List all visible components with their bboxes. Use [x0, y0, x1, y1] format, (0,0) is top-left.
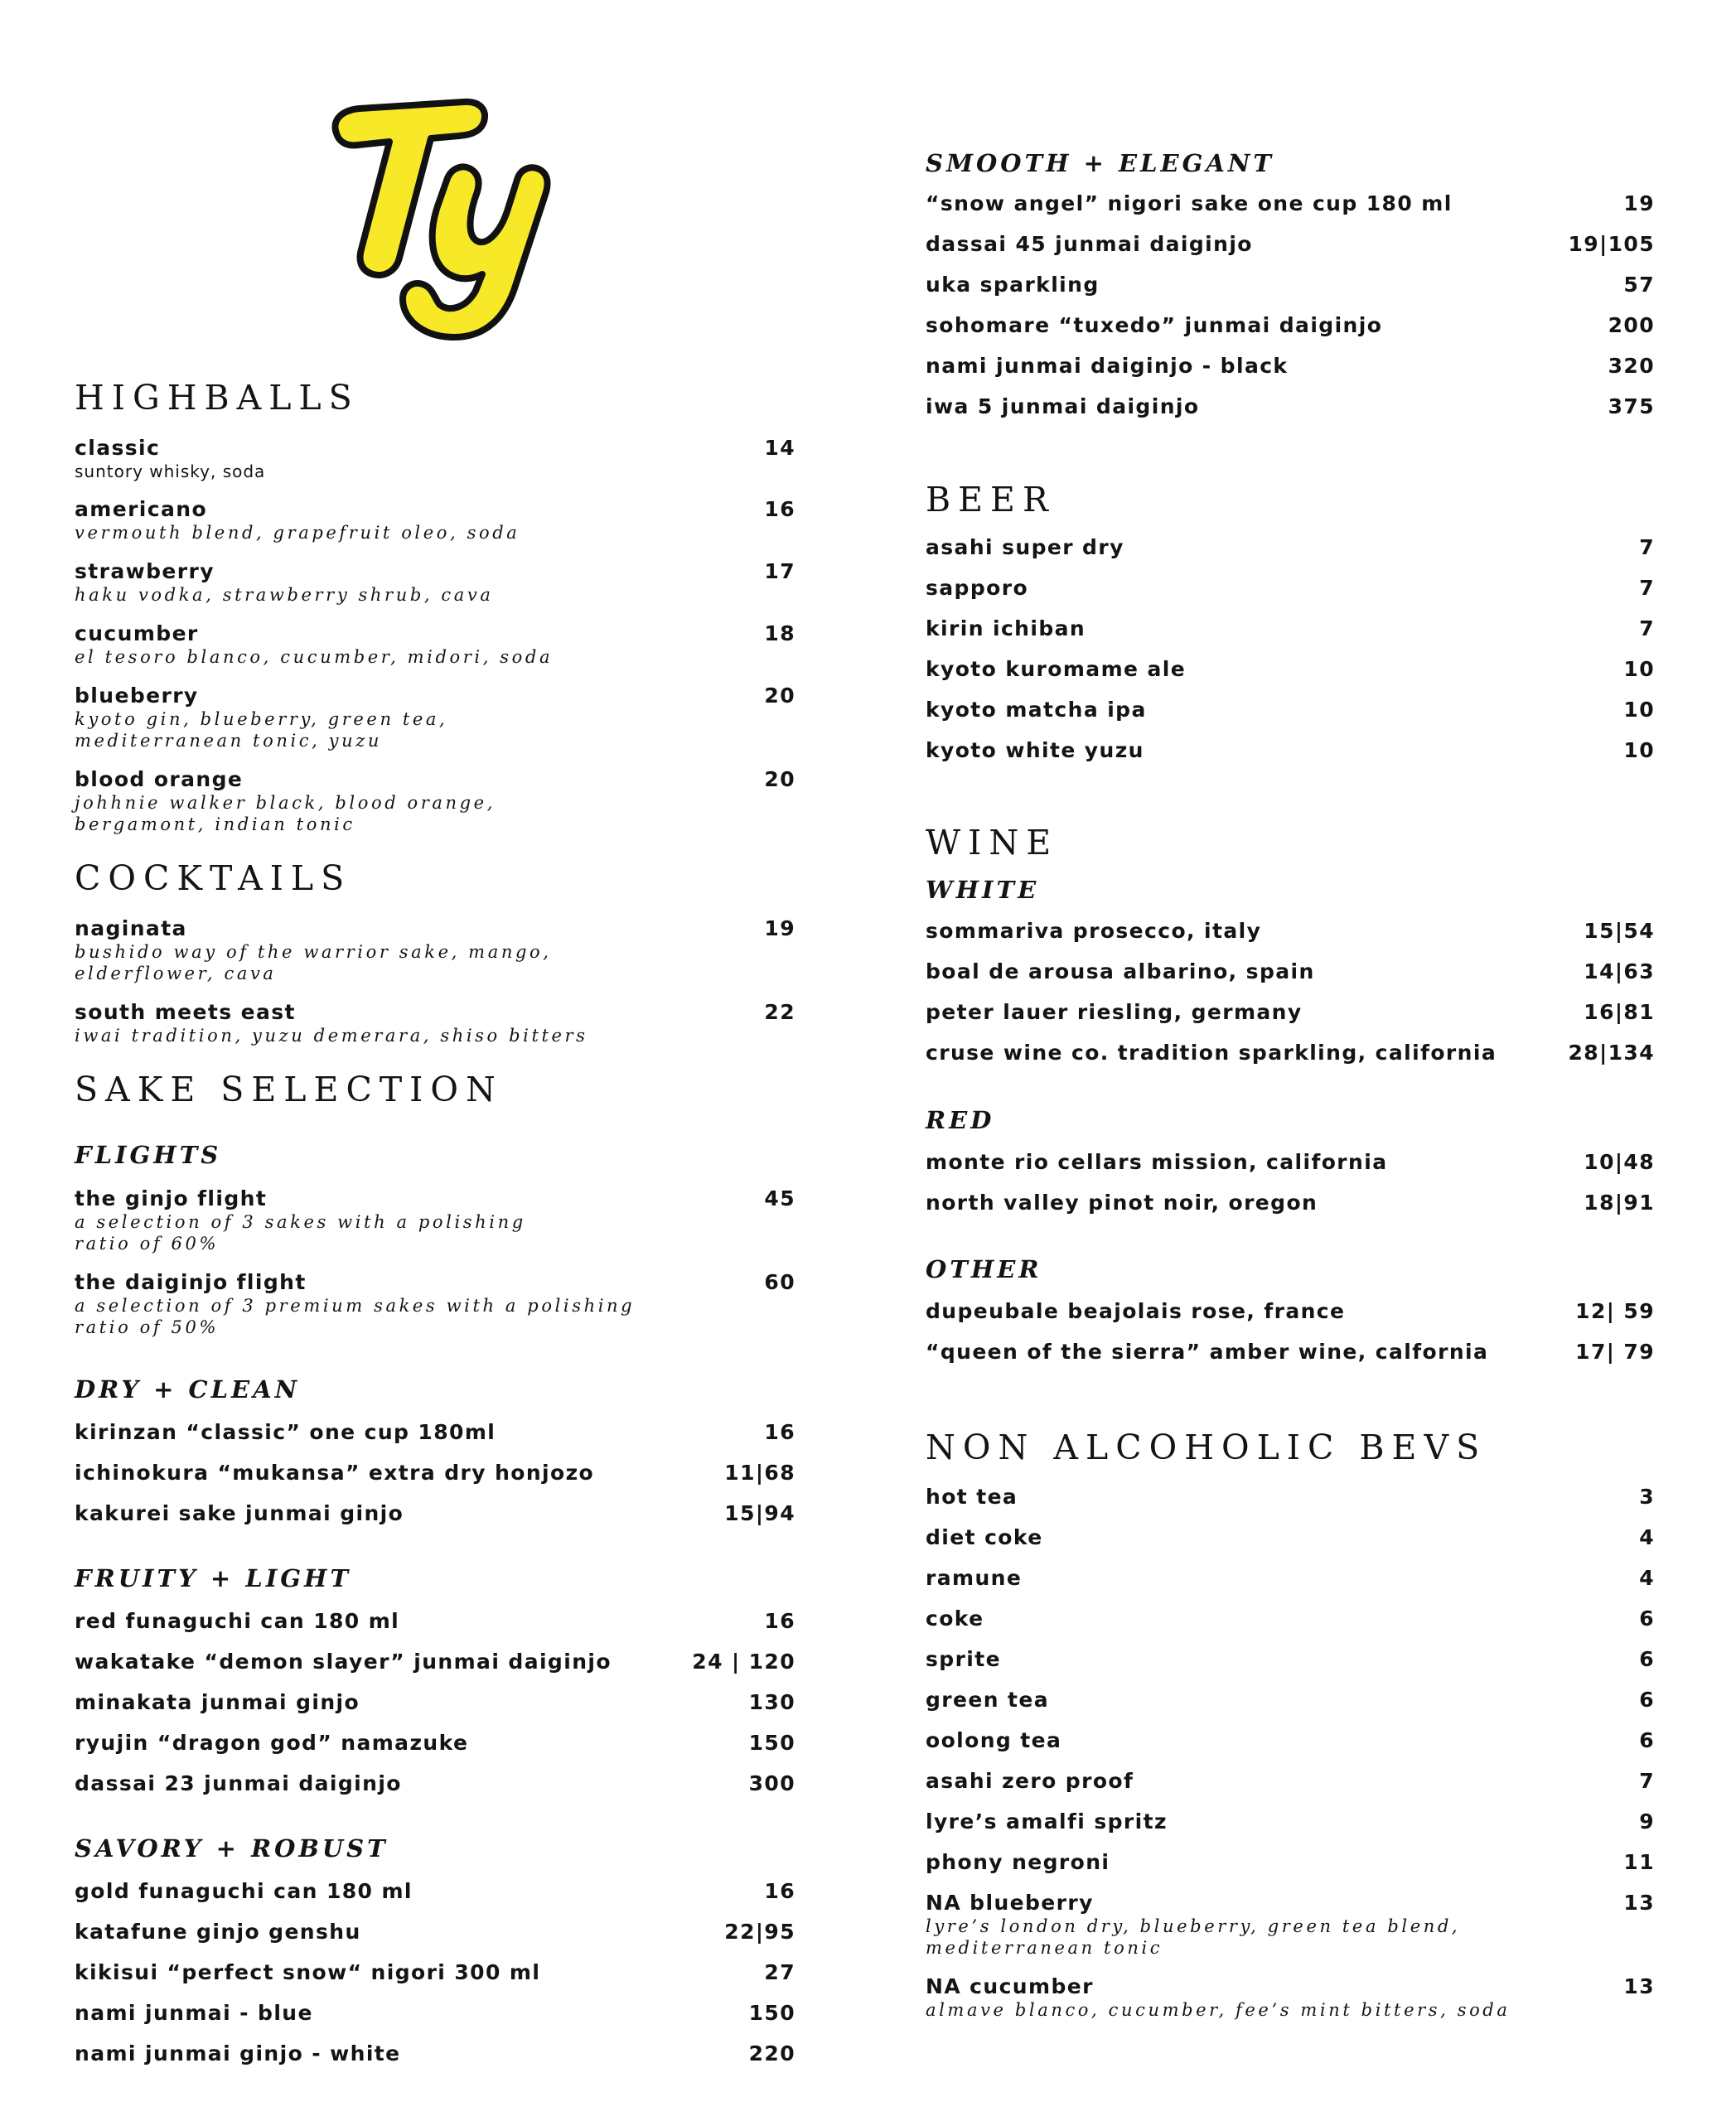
- logo-mark: [335, 102, 547, 337]
- item-price: 6: [1639, 1606, 1655, 1631]
- item-price: 220: [748, 2041, 795, 2065]
- item-name: cruse wine co. tradition sparkling, california: [926, 1041, 1497, 1065]
- item-price: 22: [764, 1000, 795, 1024]
- item-price: 14: [764, 436, 795, 460]
- item-name: phony negroni: [926, 1850, 1110, 1874]
- item-name: dassai 45 junmai daiginjo: [926, 232, 1253, 256]
- item-price: 16|81: [1584, 1000, 1655, 1024]
- item-price: 10: [1623, 738, 1655, 762]
- menu-item: [75, 497, 795, 544]
- item-price: 6: [1639, 1647, 1655, 1671]
- menu-item: [926, 1809, 1655, 1834]
- item-name: sohomare “tuxedo” junmai daiginjo: [926, 313, 1383, 337]
- item-price: 4: [1639, 1525, 1655, 1549]
- item-price: 16: [764, 1879, 795, 1903]
- menu-item: [75, 1270, 795, 1338]
- menu-item: [926, 738, 1655, 763]
- item-price: 20: [764, 767, 795, 791]
- item-name: nami junmai ginjo - white: [75, 2041, 401, 2065]
- menu-item: [926, 576, 1655, 601]
- subsection-title-white: WHITE: [926, 876, 1040, 904]
- item-name: NA blueberry: [926, 1891, 1094, 1915]
- menu-item: [75, 1650, 795, 1674]
- menu-item: [926, 959, 1655, 984]
- item-name: uka sparkling: [926, 273, 1100, 297]
- item-price: 17: [764, 559, 795, 583]
- menu-item: [926, 1566, 1655, 1591]
- section-title-beer: BEER: [926, 480, 1056, 519]
- menu-item: [926, 1728, 1655, 1753]
- subsection-title-savory-robust: SAVORY + ROBUST: [75, 1834, 389, 1863]
- menu-item: [926, 1647, 1655, 1672]
- menu-item: [75, 559, 795, 606]
- menu-item: [75, 621, 795, 668]
- item-description: haku vodka, strawberry shrub, cava: [75, 585, 494, 605]
- menu-item: [926, 394, 1655, 419]
- item-price: 7: [1639, 576, 1655, 600]
- item-price: 150: [748, 1731, 795, 1755]
- item-price: 150: [748, 2001, 795, 2025]
- item-name: south meets east: [75, 1000, 296, 1024]
- item-price: 10: [1623, 657, 1655, 681]
- item-name: red funaguchi can 180 ml: [75, 1609, 400, 1633]
- menu-item: [75, 1920, 795, 1945]
- menu-item: [926, 1606, 1655, 1631]
- menu-item: [926, 1891, 1655, 1959]
- item-name: sapporo: [926, 576, 1029, 600]
- item-price: 15|94: [724, 1501, 795, 1525]
- item-description: lyre’s london dry, blueberry, green tea blend, mediterranean tonic: [926, 1916, 1461, 1958]
- item-name: katafune ginjo genshu: [75, 1920, 361, 1944]
- item-name: monte rio cellars mission, california: [926, 1150, 1388, 1174]
- item-name: the ginjo flight: [75, 1186, 268, 1210]
- item-price: 45: [764, 1186, 795, 1210]
- item-name: minakata junmai ginjo: [75, 1690, 360, 1714]
- item-price: 320: [1608, 354, 1655, 378]
- item-description: el tesoro blanco, cucumber, midori, soda: [75, 647, 554, 667]
- item-price: 13: [1623, 1974, 1655, 1998]
- item-name: kakurei sake junmai ginjo: [75, 1501, 404, 1525]
- item-price: 200: [1608, 313, 1655, 337]
- item-name: oolong tea: [926, 1728, 1062, 1752]
- item-price: 6: [1639, 1728, 1655, 1752]
- item-name: green tea: [926, 1688, 1050, 1712]
- item-price: 17| 79: [1575, 1340, 1655, 1364]
- item-price: 7: [1639, 616, 1655, 640]
- menu-item: [75, 767, 795, 835]
- item-price: 19|105: [1568, 232, 1655, 256]
- subsection-title-smooth-elegant: SMOOTH + ELEGANT: [926, 149, 1274, 177]
- item-name: classic: [75, 436, 161, 460]
- menu-item: [926, 1485, 1655, 1510]
- item-price: 16: [764, 1420, 795, 1444]
- item-name: NA cucumber: [926, 1974, 1094, 1998]
- item-price: 22|95: [724, 1920, 795, 1944]
- menu-item: [75, 436, 795, 482]
- item-price: 16: [764, 497, 795, 521]
- subsection-title-dry-clean: DRY + CLEAN: [75, 1375, 301, 1404]
- item-description: almave blanco, cucumber, fee’s mint bitters, soda: [926, 2000, 1511, 2020]
- menu-item: [926, 273, 1655, 297]
- menu-item: [75, 1690, 795, 1715]
- item-name: nami junmai - blue: [75, 2001, 313, 2025]
- item-name: dupeubale beajolais rose, france: [926, 1299, 1346, 1323]
- menu-item: [926, 1299, 1655, 1324]
- item-name: wakatake “demon slayer” junmai daiginjo: [75, 1650, 612, 1674]
- item-name: asahi zero proof: [926, 1769, 1134, 1793]
- subsection-title-red: RED: [926, 1106, 995, 1134]
- item-name: dassai 23 junmai daiginjo: [75, 1771, 402, 1795]
- menu-item: [75, 2001, 795, 2026]
- menu-item: [926, 1525, 1655, 1550]
- item-price: 28|134: [1568, 1041, 1655, 1065]
- section-title-sake-selection: SAKE SELECTION: [75, 1070, 503, 1109]
- menu-item: [926, 354, 1655, 379]
- section-title-non-alcoholic-bevs: NON ALCOHOLIC BEVS: [926, 1428, 1487, 1467]
- item-name: lyre’s amalfi spritz: [926, 1809, 1168, 1834]
- menu-item: [926, 313, 1655, 338]
- item-name: kirin ichiban: [926, 616, 1086, 640]
- item-price: 16: [764, 1609, 795, 1633]
- menu-item: [926, 191, 1655, 216]
- item-name: blueberry: [75, 684, 199, 708]
- item-price: 27: [764, 1960, 795, 1984]
- section-title-cocktails: COCKTAILS: [75, 858, 352, 898]
- menu-item: [75, 684, 795, 751]
- item-name: diet coke: [926, 1525, 1043, 1549]
- item-name: strawberry: [75, 559, 215, 583]
- menu-item: [75, 1000, 795, 1046]
- menu-item: [926, 1769, 1655, 1794]
- item-name: sprite: [926, 1647, 1001, 1671]
- menu-item: [75, 1186, 795, 1254]
- item-name: americano: [75, 497, 208, 521]
- section-title-highballs: HIGHBALLS: [75, 378, 360, 418]
- item-price: 15|54: [1584, 919, 1655, 943]
- item-name: boal de arousa albarino, spain: [926, 959, 1315, 983]
- section-title-wine: WINE: [926, 823, 1059, 862]
- item-name: kirinzan “classic” one cup 180ml: [75, 1420, 496, 1444]
- menu-item: [75, 1879, 795, 1904]
- item-name: iwa 5 junmai daiginjo: [926, 394, 1200, 418]
- menu-item: [926, 1974, 1655, 2021]
- menu-item: [926, 1150, 1655, 1175]
- item-price: 7: [1639, 1769, 1655, 1793]
- item-price: 18|91: [1584, 1191, 1655, 1215]
- menu-item: [926, 1041, 1655, 1065]
- item-price: 12| 59: [1575, 1299, 1655, 1323]
- item-price: 6: [1639, 1688, 1655, 1712]
- item-price: 9: [1639, 1809, 1655, 1834]
- item-description: a selection of 3 premium sakes with a polishing ratio of 50%: [75, 1296, 636, 1337]
- item-name: kyoto white yuzu: [926, 738, 1144, 762]
- item-price: 24 | 120: [692, 1650, 795, 1674]
- item-price: 60: [764, 1270, 795, 1294]
- item-price: 18: [764, 621, 795, 645]
- menu-item: [926, 535, 1655, 560]
- item-name: ramune: [926, 1566, 1023, 1590]
- item-price: 13: [1623, 1891, 1655, 1915]
- item-price: 4: [1639, 1566, 1655, 1590]
- item-name: nami junmai daiginjo - black: [926, 354, 1289, 378]
- item-price: 20: [764, 684, 795, 708]
- item-name: peter lauer riesling, germany: [926, 1000, 1303, 1024]
- item-description: kyoto gin, blueberry, green tea, mediterranean tonic, yuzu: [75, 709, 448, 751]
- menu-item: [926, 1191, 1655, 1215]
- item-description: johhnie walker black, blood orange, bergamont, indian tonic: [75, 793, 496, 834]
- item-price: 10|48: [1584, 1150, 1655, 1174]
- item-price: 10: [1623, 698, 1655, 722]
- item-name: cucumber: [75, 621, 199, 645]
- menu-item: [75, 1960, 795, 1985]
- item-price: 57: [1623, 273, 1655, 297]
- item-description: suntory whisky, soda: [75, 461, 266, 481]
- item-name: sommariva prosecco, italy: [926, 919, 1262, 943]
- item-name: blood orange: [75, 767, 244, 791]
- item-description: iwai tradition, yuzu demerara, shiso bitters: [75, 1026, 588, 1046]
- menu-item: [75, 1420, 795, 1445]
- item-name: “snow angel” nigori sake one cup 180 ml: [926, 191, 1453, 215]
- subsection-title-other: OTHER: [926, 1255, 1042, 1283]
- item-name: ryujin “dragon god” namazuke: [75, 1731, 469, 1755]
- ty-logo: [323, 95, 555, 344]
- item-name: north valley pinot noir, oregon: [926, 1191, 1318, 1215]
- menu-item: [75, 2041, 795, 2066]
- item-price: 11|68: [724, 1461, 795, 1485]
- item-price: 375: [1608, 394, 1655, 418]
- item-name: kikisui “perfect snow“ nigori 300 ml: [75, 1960, 541, 1984]
- menu-item: [75, 1461, 795, 1486]
- item-price: 11: [1623, 1850, 1655, 1874]
- subsection-title-flights: FLIGHTS: [75, 1141, 222, 1169]
- item-name: asahi super dry: [926, 535, 1124, 559]
- menu-item: [75, 916, 795, 984]
- item-name: kyoto kuromame ale: [926, 657, 1187, 681]
- menu-item: [926, 919, 1655, 944]
- item-name: “queen of the sierra” amber wine, calfornia: [926, 1340, 1489, 1364]
- item-description: a selection of 3 sakes with a polishing ratio of 60%: [75, 1212, 526, 1254]
- item-price: 3: [1639, 1485, 1655, 1509]
- item-name: hot tea: [926, 1485, 1018, 1509]
- menu-item: [75, 1609, 795, 1634]
- menu-item: [75, 1731, 795, 1756]
- item-price: 7: [1639, 535, 1655, 559]
- subsection-title-fruity-light: FRUITY + LIGHT: [75, 1564, 352, 1592]
- menu-item: [926, 1000, 1655, 1025]
- item-name: the daiginjo flight: [75, 1270, 307, 1294]
- item-price: 19: [764, 916, 795, 940]
- menu-item: [926, 616, 1655, 641]
- menu-item: [926, 1340, 1655, 1365]
- item-description: vermouth blend, grapefruit oleo, soda: [75, 523, 520, 543]
- menu-item: [75, 1771, 795, 1796]
- item-description: bushido way of the warrior sake, mango, elderflower, cava: [75, 942, 552, 983]
- item-price: 130: [748, 1690, 795, 1714]
- menu-item: [75, 1501, 795, 1526]
- menu-item: [926, 698, 1655, 722]
- item-name: kyoto matcha ipa: [926, 698, 1147, 722]
- item-name: naginata: [75, 916, 187, 940]
- menu-item: [926, 657, 1655, 682]
- item-name: gold funaguchi can 180 ml: [75, 1879, 413, 1903]
- item-price: 300: [748, 1771, 795, 1795]
- item-name: ichinokura “mukansa” extra dry honjozo: [75, 1461, 595, 1485]
- menu-item: [926, 1688, 1655, 1713]
- item-name: coke: [926, 1606, 984, 1631]
- menu-item: [926, 1850, 1655, 1875]
- item-price: 19: [1623, 191, 1655, 215]
- menu-item: [926, 232, 1655, 257]
- item-price: 14|63: [1584, 959, 1655, 983]
